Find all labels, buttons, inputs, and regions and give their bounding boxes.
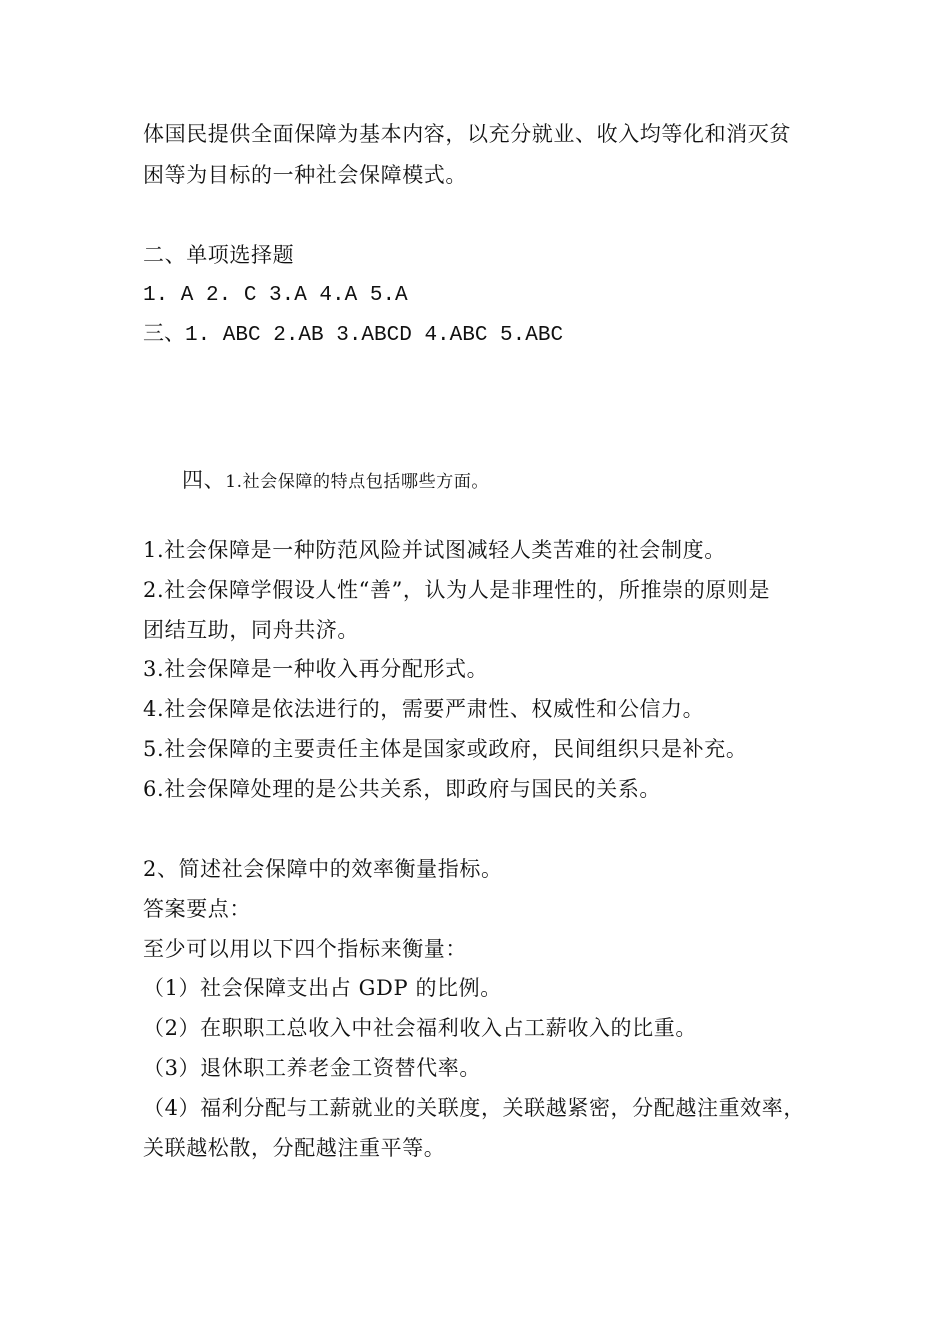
- list-item: 6.社会保障处理的是公共关系，即政府与国民的关系。: [143, 777, 662, 801]
- list-item: 3.社会保障是一种收入再分配形式。: [143, 657, 489, 681]
- answer-line: 1. A 2. C 3.A 4.A 5.A: [143, 284, 408, 307]
- paragraph-line: 困等为目标的一种社会保障模式。: [143, 163, 467, 187]
- list-item: 5.社会保障的主要责任主体是国家或政府，民间组织只是补充。: [143, 737, 748, 761]
- list-item: （3）退休职工养老金工资替代率。: [143, 1056, 481, 1080]
- question-heading: [182, 467, 489, 495]
- list-item: （4）福利分配与工薪就业的关联度，关联越紧密，分配越注重效率，: [143, 1096, 805, 1120]
- list-item: （1）社会保障支出占 GDP 的比例。: [143, 976, 502, 1000]
- list-item: 2.社会保障学假设人性“善”，认为人是非理性的，所推崇的原则是: [143, 578, 771, 602]
- question-title: 2、简述社会保障中的效率衡量指标。: [143, 857, 503, 881]
- list-item: 1.社会保障是一种防范风险并试图减轻人类苦难的社会制度。: [143, 538, 726, 562]
- question-prefix: 四、: [182, 468, 226, 492]
- list-item: 团结互助，同舟共济。: [143, 618, 359, 642]
- question-text: 1.社会保障的特点包括哪些方面。: [225, 472, 490, 492]
- list-item: 4.社会保障是依法进行的，需要严肃性、权威性和公信力。: [143, 697, 705, 721]
- answer-label: 答案要点：: [143, 897, 251, 921]
- answer-line: 三、1. ABC 2.AB 3.ABCD 4.ABC 5.ABC: [143, 324, 564, 347]
- list-item: 关联越松散，分配越注重平等。: [143, 1136, 446, 1160]
- paragraph-line: 体国民提供全面保障为基本内容，以充分就业、收入均等化和消灭贫: [143, 122, 791, 146]
- section-heading: 二、单项选择题: [143, 243, 295, 267]
- answer-intro: 至少可以用以下四个指标来衡量：: [143, 937, 467, 961]
- list-item: （2）在职职工总收入中社会福利收入占工薪收入的比重。: [143, 1016, 697, 1040]
